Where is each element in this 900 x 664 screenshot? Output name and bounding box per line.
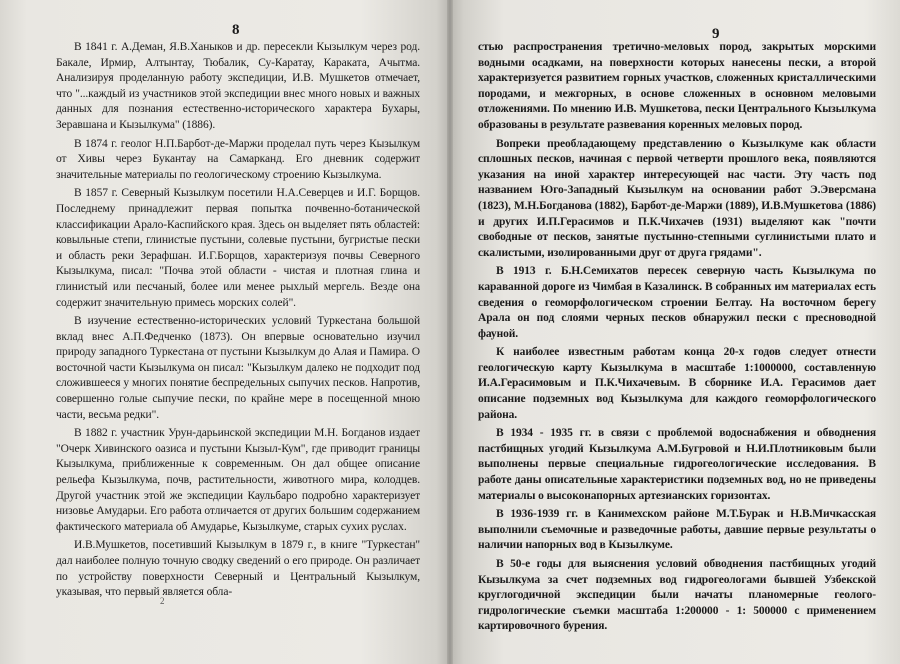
paragraph: В изучение естественно-исторических условий Туркестана большой вклад внес А.П.Федченко (1873). Он впервые основательно изучил природу западного Туркестана от пустыни Кызылкум до Алая и Памира. О восточной части Кызылкума он писал: "Кызылкум далеко не подходит под сложившееся у многих понятие беспредельных сыпучих песков. Напротив, совершенно голые сыпучие пески, по крайне мере в посещенной мною части, весьма редки". [56,315,420,421]
paragraph: В 1913 г. Б.Н.Семихатов пересек северную часть Кызылкума по караванной дороге из Чимбая в Казалинск. В собранных им материалах есть сведения о геоморфологическом строении Белтау. На восточном берегу Арала он под слоями черных песков обнаружил пески с пресноводной фауной. [478,265,876,340]
paragraph: В 1857 г. Северный Кызылкум посетили Н.А.Северцев и И.Г. Борщов. Последнему принадлежит первая попытка почвенно-ботанической классификации Арало-Каспийского края. Здесь он выделяет пять областей: ковыльные степи, глинистые пустыни, солевые пустыни, бугристые пески и область реки Зерафшан. И.Г.Борщов, характеризуя почвы Северного Кызылкума, писал: "Почва этой области - чистая и плотная глина и глинистый или песчаный, более или менее рыхлый мергель. Везде она содержит значительную примесь морских солей". [56,187,420,309]
paragraph: стью распространения третично-меловых пород, закрытых морскими водными осадками, на поверхности которых нанесены пески, а второй характеризуется развитием горных участков, сложенных кристаллическими породами, и межгорных, в основе сложенных в основном меловыми отложениями. По мнению И.В. Мушкетова, пески Центрального Кызылкума образованы в результате развевания коренных меловых пород. [478,41,876,131]
paragraph: В 50-е годы для выяснения условий обводнения пастбищных угодий Кызылкума за счет подземных вод гидрогеологами бывшей Узбекской круглогодичной экспедиции были начаты планомерные геолого-гидрологические съемки масштаба 1:200000 - 1: 500000 с применением картировочного бурения. [478,558,876,633]
paragraph: В 1882 г. участник Урун-дарьинской экспедиции М.Н. Богданов издает "Очерк Хивинского оазиса и пустыни Кызыл-Кум", где приводит границы Кызылкума, приближенные к современным. Он дал общее описание рельефа Кызылкума, почв, растительности, животного мира, колодцев. Другой участник этой же экспедиции Каульбаро подробно характеризует низовье Амударьи. Его работа отличается от других большим содержанием фактического материала об Амударье, Кызылкуме, старых сухих руслах. [56,427,420,533]
paragraph: В 1934 - 1935 гг. в связи с проблемой водоснабжения и обводнения пастбищных угодий Кызылкума А.М.Бугровой и Н.И.Плотниковым были выполнены первые специальные гидрогеологические исследования. В работе даны описательные характеристики подземных вод, но не приведены материалы о высоконапорных артезианских горизонтах. [478,427,876,502]
paragraph: В 1874 г. геолог Н.П.Барбот-де-Маржи проделал путь через Кызылкум от Хивы через Букантау на Самарканд. Его дневник содержит значительные материалы по геологическому строению Кызылкума. [56,137,420,181]
paragraph: И.В.Мушкетов, посетивший Кызылкум в 1879 г., в книге "Туркестан" дал наиболее полную точную сводку сведений о его природе. Он различает по устройству поверхности Северный и Центральный Кызылкум, указывая, что первый является обла- [56,539,420,599]
right-page [450,0,900,664]
paragraph: Вопреки преобладающему представлению о Кызылкуме как области сплошных песков, начиная с первой четверти прошлого века, появляются указания на иной характер интересующей нас части. Эту часть под названием Юго-Западный Кызылкум на основании работ Э.Эверсмана (1823), М.Н.Богданова (1882), Барбот-де-Маржи (1889), И.В.Мушкетова (1886) и других И.П.Герасимов и П.К.Чихачев (1931) выделяют как "почти свободные от песков, занятые пустынно-степными суглинистыми плато и скалистыми, изолированными друг от друга грядами". [478,137,876,259]
paragraph: В 1841 г. А.Деман, Я.В.Ханыков и др. пересекли Кызылкум через род. Бакале, Ирмир, Алтынтау, Тюбалик, Су-Каратау, Караката, Ачытма. Анализируя проделанную работу экспедиции, И.В. Мушкетов отмечает, что "...каждый из участников этой экспедиции внес много новых и важных данных для познания естественно-исторического характера Бухары, Зеравшана и Кызылкума" (1886). [56,41,420,131]
page-number: 9 [712,26,720,42]
page-text [478,40,876,635]
book-gutter [447,0,453,664]
paragraph: К наиболее известным работам конца 20-х годов следует отнести геологическую карту Кызылкума в масштабе 1:1000000, составленную И.А.Герасимовым и П.К.Чихачевым. В сборнике И.А. Герасимов дает описание подземных вод Кызылкума для каждого геоморфологического района. [478,346,876,421]
paragraph: В 1936-1939 гг. в Канимехском районе М.Т.Бурак и Н.В.Мичкасская выполнили съемочные и разведочные работы, давшие первые результаты о наличии напорных вод в Кызылкуме. [478,508,876,552]
footer-mark: 2 [160,596,165,606]
page-text [56,40,420,601]
page-number: 8 [232,22,240,38]
